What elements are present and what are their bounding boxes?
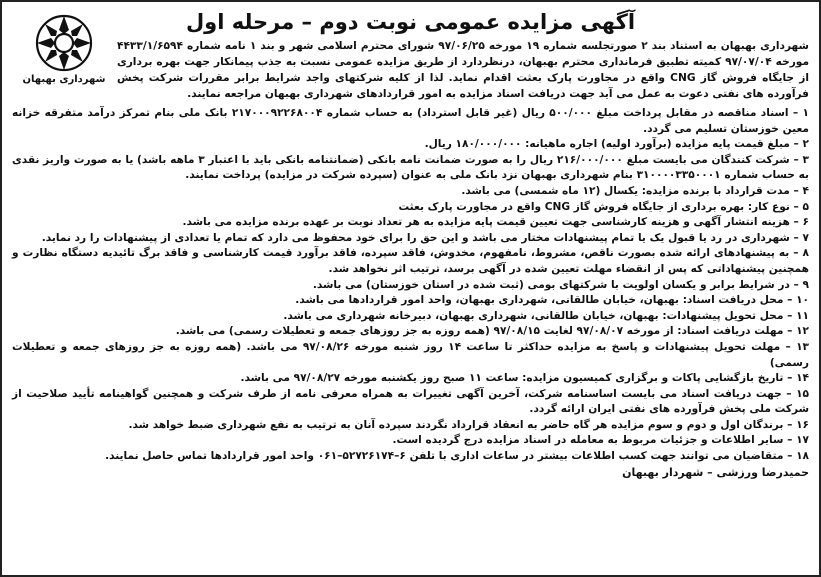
logo-caption: شهرداری بهبهان — [22, 74, 106, 85]
notice-item: ۷ – شهرداری در رد یا قبول یک یا تمام پیشنهادات مختار می باشد و این حق را برای خود محفوظ می دارد که تمام یا تعدادی از پیشنهادات را رد نماید. — [41, 231, 809, 244]
notice-item: ۱۶ – برندگان اول و دوم و سوم مزایده هر گاه حاضر به انعقاد قرارداد نگردند سپرده آنان به ترتیب به نفع شهرداری ضبط خواهد شد. — [128, 418, 809, 431]
notice-item: ۵ – نوع کار: بهره برداری از جایگاه فروش گاز CNG واقع در مجاورت پارک بعثت — [398, 200, 809, 213]
notice-item: ۲ – مبلغ قیمت پایه مزایده (برآورد اولیه) اجاره ماهیانه: ۱۸۰/۰۰۰/۰۰۰ ریال. — [424, 138, 809, 151]
notice-header — [12, 10, 809, 100]
notice-items — [12, 106, 809, 465]
notice-intro: شهرداری بهبهان به استناد بند ۲ صورتجلسه شماره ۱۹ مورخه ۹۷/۰۶/۲۵ شورای محترم اسلامی شهر و بند ۱ نامه شماره ۴۴۳۳/۱/۶۵۹۴ مورخه ۹۷/۰۷/۰۴ کمیته تطبیق فرمانداری محترم بهبهان، درنظردارد از طریق مزایده عمومی نسبت به جذب پیمانکار جهت بهره برداری از جایگاه فروش گاز CNG واقع در مجاورت پارک بعثت اقدام نماید. لذا از کلیه شرکتهای واجد شرایط برابر مقررات شرکت پخش فرآورده های نفتی دعوت به عمل می آید جهت دریافت اسناد مزایده به امور قراردادهای شهرداری بهبهان مراجعه نمایند. — [117, 40, 809, 100]
notice-item: ۱۷ – سایر اطلاعات و جزئیات مربوط به معامله در اسناد مزایده درج گردیده است. — [392, 434, 809, 447]
notice-item: ۱۵ – جهت دریافت اسناد می بایست اساسنامه شرکت، آخرین آگهی تغییرات به همراه معرفی نامه از طرف شرکت و همچنین گواهینامه تأیید صلاحیت از شرکت ملی پخش فرآورده های نفتی ایران ارائه گردد. — [12, 387, 809, 416]
notice-item: ۴ – مدت قرارداد با برنده مزایده: یکسال (۱۲ ماه شمسی) می باشد. — [461, 184, 809, 197]
notice-item: ۱۱ – محل تحویل پیشنهادات: بهبهان، خیابان طالقانی، شهرداری بهبهان، دبیرخانه شهرداری می باشد. — [283, 309, 809, 322]
notice-item: ۱۸ – متقاضیان می توانند جهت کسب اطلاعات بیشتر در ساعات اداری با تلفن ۶–۵۲۷۲۶۱۷۴–۰۶۱ واحد امور قراردادها تماس حاصل نمایند. — [105, 450, 809, 463]
notice-item: ۱ – اسناد مناقصه در مقابل پرداخت مبلغ ۵۰۰/۰۰۰ ریال (غیر قابل استرداد) به حساب شماره ۲۱۷۰۰۰۹۲۲۶۸۰۰۴ بانک ملی بنام تمرکز درآمد متفرقه خزانه معین خوزستان تسلیم می گردد. — [12, 107, 809, 135]
notice-item: ۸ – به پیشنهادهای ارائه شده بصورت ناقص، مشروط، نامفهوم، مخدوش، فاقد سپرده، فاقد برآورد قیمت کارشناسی و فاقد برگ تائیدیه دستگاه نظارت و همچنین پیشنهاداتی که پس از انقضاء مهلت تعیین شده در آگهی برسد، ترتیب اثر نخواهد شد. — [12, 247, 809, 275]
notice-item: ۱۰ – محل دریافت اسناد: بهبهان، خیابان طالقانی، شهرداری بهبهان، واحد امور قراردادها می باشد. — [295, 294, 809, 307]
notice-item: ۱۴ – تاریخ بازگشایی پاکات و برگزاری کمیسیون مزایده: ساعت ۱۱ صبح روز یکشنبه مورخه ۹۷/۰۸/۲۷ می باشد. — [240, 372, 809, 385]
notice-title: آگهی مزایده عمومی نوبت دوم – مرحله اول — [185, 10, 636, 34]
signature: حمیدرضا ورزشی – شهردار بهبهان — [622, 465, 809, 479]
municipality-logo — [16, 12, 112, 108]
notice-item: ۶ – هزینه انتشار آگهی و هزینه کارشناسی جهت تعیین قیمت پایه مزایده به هر تعداد نوبت بر عهده برنده مزایده می باشد. — [182, 216, 809, 229]
municipality-emblem-icon — [33, 12, 95, 74]
notice-item: ۱۲ – مهلت دریافت اسناد: از مورخه ۹۷/۰۸/۰۷ لغایت ۹۷/۰۸/۱۵ (همه روزه به جز روزهای جمعه و تعطیلات رسمی) می باشد. — [175, 325, 809, 338]
notice-item: ۳ – شرکت کنندگان می بایست مبلغ ۲۱۶/۰۰۰/۰۰۰ ریال را به صورت ضمانت نامه بانکی (ضمانتنامه بانکی باید با اعتبار ۳ ماهه باشد) یا به صورت واریز نقدی به حساب شماره ۳۱۰۰۰۰۳۳۵۰۰۰۱ بنام شهرداری بهبهان نزد بانک ملی به عنوان (سپرده شرکت در مزایده) پرداخت نمایند. — [12, 153, 809, 182]
notice-item: ۹ – در شرایط برابر و یکسان اولویت با شرکتهای بومی (ثبت شده در استان خوزستان) می باشد. — [312, 278, 809, 291]
notice-item: ۱۳ – مهلت تحویل پیشنهادات و پاسخ به مزایده حداکثر تا ساعت ۱۴ روز شنبه مورخه ۹۷/۰۸/۲۶ می باشد. (همه روزه به جز روزهای جمعه و تعطیلات رسمی) — [12, 340, 809, 369]
